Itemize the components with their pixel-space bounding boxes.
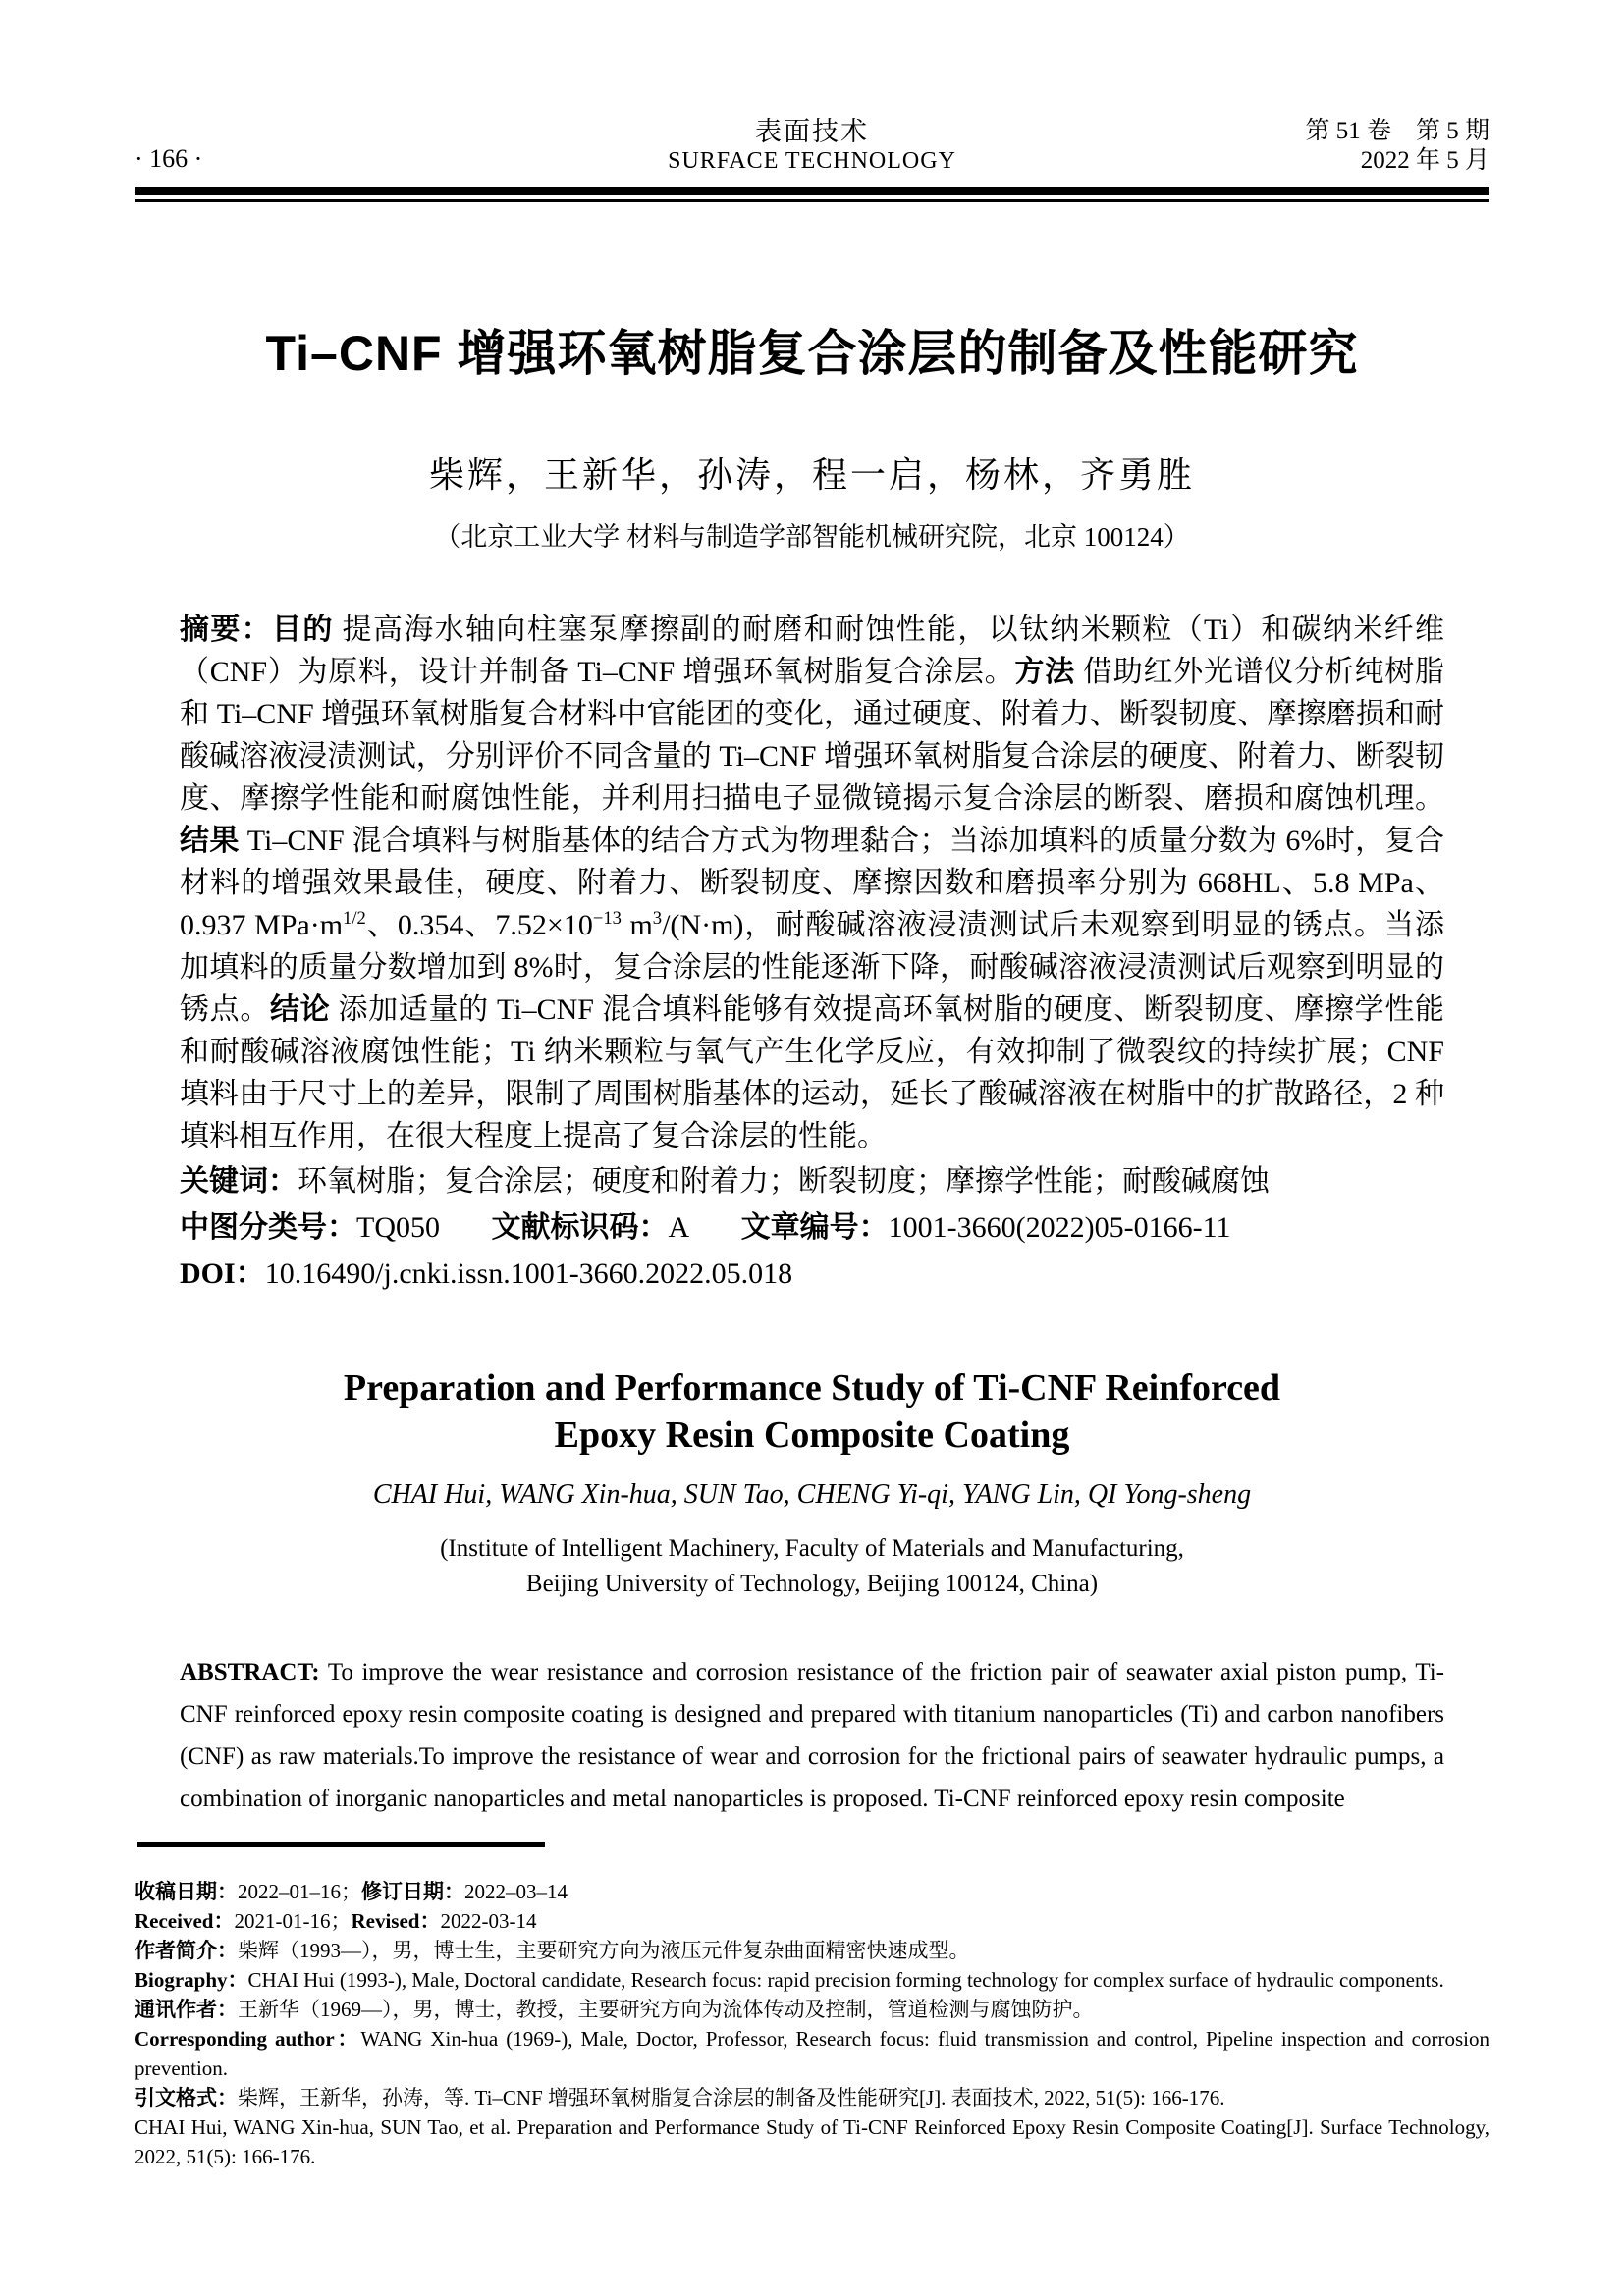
journal-header (135, 116, 1489, 175)
clc-line: 中图分类号：TQ050 文献标识码：A 文章编号：1001-3660(2022)05-0166-11 (180, 1211, 1231, 1244)
authors-zh: 柴辉，王新华，孙涛，程一启，杨林，齐勇胜 (428, 455, 1195, 495)
footnotes-block (135, 1877, 1489, 2171)
issue-info (956, 116, 1489, 175)
article-title-en-line1: Preparation and Performance Study of Ti-CNF Reinforced (343, 1367, 1281, 1409)
footnote-received-en: Received：2021-01-16；Revised：2022-03-14 (135, 1909, 537, 1933)
journal-title-zh: 表面技术 (755, 117, 869, 146)
footnote-biography-zh: 作者简介：柴辉（1993—），男，博士生，主要研究方向为液压元件复杂曲面精密快速成型。 (135, 1939, 970, 1962)
volume-issue: 第 51 卷 第 5 期 (1305, 118, 1489, 144)
authors-en: CHAI Hui, WANG Xin-hua, SUN Tao, CHENG Yi-qi, YANG Lin, QI Yong-sheng (372, 1479, 1252, 1510)
article-title-zh: Ti–CNF 增强环氧树脂复合涂层的制备及性能研究 (265, 326, 1359, 381)
affiliation-en-line2: Beijing University of Technology, Beijing 100124, China) (525, 1571, 1099, 1597)
footnote-citation-en: CHAI Hui, WANG Xin-hua, SUN Tao, et al. Preparation and Performance Study of Ti-CNF Reinforced Epoxy Resin Composite Coating[J]. Surface Technology, 2022, 51(5): 166-176. (135, 2115, 1489, 2168)
footnote-corresponding-zh: 通讯作者：王新华（1969—），男，博士，教授，主要研究方向为流体传动及控制，管道检测与腐蚀防护。 (135, 1998, 1094, 2021)
page-number: · 166 · (135, 144, 203, 173)
header-rule-thin (135, 199, 1489, 202)
journal-title-block (668, 116, 956, 175)
abstract-zh: 摘要：目的 提高海水轴向柱塞泵摩擦副的耐磨和耐蚀性能，以钛纳米颗粒（Ti）和碳纳米纤维（CNF）为原料，设计并制备 Ti–CNF 增强环氧树脂复合涂层。方法 借助红外光谱仪分析纯树脂和 Ti–CNF 增强环氧树脂复合材料中官能团的变化，通过硬度、附着力、断裂韧度、摩擦磨损和耐酸碱溶液浸渍测试，分别评价不同含量的 Ti–CNF 增强环氧树脂复合涂层的硬度、附着力、断裂韧度、摩擦学性能和耐腐蚀性能，并利用扫描电子显微镜揭示复合涂层的断裂、磨损和腐蚀机理。结果 Ti–CNF 混合填料与树脂基体的结合方式为物理黏合；当添加填料的质量分数为 6%时，复合材料的增强效果最佳，硬度、附着力、断裂韧度、摩擦因数和磨损率分别为 668HL、5.8 MPa、0.937 $MPa\cdot m^{1/2}$、0.354、$7.52\times 10^{-13}$ $m^3/(N\cdot m)$，耐酸碱溶液浸渍测试后未观察到明显的锈点。当添加填料的质量分数增加到 8%时，复合涂层的性能逐渐下降，耐酸碱溶液浸渍测试后观察到明显的锈点。结论 添加适量的 Ti–CNF 混合填料能够有效提高环氧树脂的硬度、断裂韧度、摩擦学性能和耐酸碱溶液腐蚀性能；Ti 纳米颗粒与氧气产生化学反应，有效抑制了微裂纹的持续扩展；CNF 填料由于尺寸上的差异，限制了周围树脂基体的运动，延长了酸碱溶液在树脂中的扩散路径，2 种填料相互作用，在很大程度上提高了复合涂层的性能。 (180, 614, 1445, 1152)
article-title-en-line2: Epoxy Resin Composite Coating (554, 1415, 1070, 1456)
affiliation-zh: （北京工业大学 材料与制造学部智能机械研究院，北京 100124） (434, 522, 1190, 552)
footnote-biography-en: Biography：CHAI Hui (1993-), Male, Doctoral candidate, Research focus: rapid precision forming technology for complex surface of hydraulic components. (135, 1968, 1444, 1992)
footnote-corresponding-en: Corresponding author：WANG Xin-hua (1969-), Male, Doctor, Professor, Research focus: fluid transmission and control, Pipeline inspection and corrosion prevention. (135, 2027, 1490, 2080)
header-rule-thick (135, 187, 1489, 195)
keywords-line: 关键词：环氧树脂；复合涂层；硬度和附着力；断裂韧度；摩擦学性能；耐酸碱腐蚀 (180, 1165, 1270, 1198)
footnote-rule (137, 1842, 545, 1847)
doi-line: DOI：10.16490/j.cnki.issn.1001-3660.2022.05.018 (180, 1257, 793, 1290)
footnote-received-zh: 收稿日期：2022–01–16；修订日期：2022–03–14 (135, 1880, 568, 1903)
abstract-en: ABSTRACT: To improve the wear resistance and corrosion resistance of the friction pair of seawater axial piston pump, Ti-CNF reinforced epoxy resin composite coating is designed and prepared with titanium nanoparticles (Ti) and carbon nanofibers (CNF) as raw materials.To improve the resistance of wear and corrosion for the frictional pairs of seawater hydraulic pumps, a combination of inorganic nanoparticles and metal nanoparticles is proposed. Ti-CNF reinforced epoxy resin composite (180, 1659, 1444, 1812)
issue-date: 2022 年 5 月 (1360, 147, 1489, 174)
affiliation-en-line1: (Institute of Intelligent Machinery, Faculty of Materials and Manufacturing, (440, 1535, 1184, 1562)
article-title-en (135, 1364, 1489, 1459)
journal-title-en: SURFACE TECHNOLOGY (668, 148, 956, 174)
footnote-citation-zh: 引文格式：柴辉，王新华，孙涛，等. Ti–CNF 增强环氧树脂复合涂层的制备及性能研究[J]. 表面技术, 2022, 51(5): 166-176. (135, 2086, 1225, 2109)
affiliation-en (135, 1531, 1489, 1602)
